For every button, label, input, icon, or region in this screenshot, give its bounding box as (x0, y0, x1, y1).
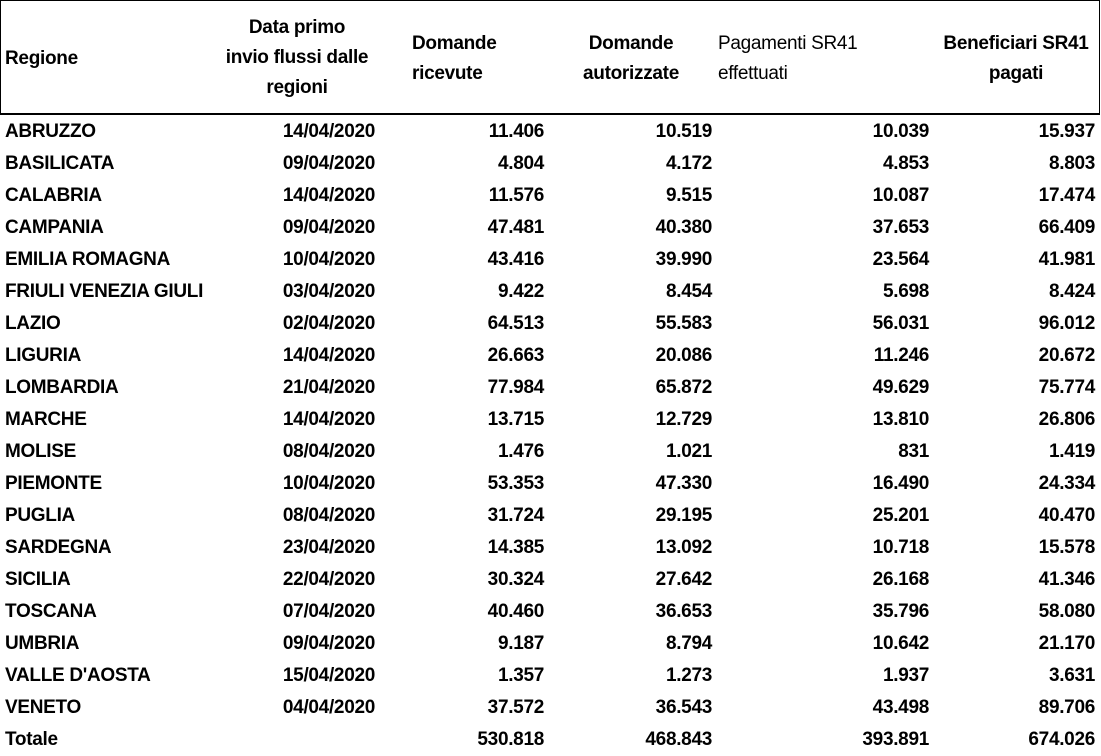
cell-domande-autorizzate: 29.195 (655, 505, 712, 526)
cell-pagamenti: 393.891 (862, 729, 929, 750)
cell-regione: SARDEGNA (5, 537, 112, 558)
cell-data: 23/04/2020 (282, 537, 375, 558)
cell-domande-ricevute: 1.476 (497, 441, 544, 462)
cell-beneficiari: 21.170 (1038, 633, 1095, 654)
cell-data: 14/04/2020 (282, 185, 375, 206)
cell-domande-ricevute: 77.984 (487, 377, 544, 398)
cell-pagamenti: 10.642 (872, 633, 929, 654)
table-row (0, 564, 1101, 596)
cell-beneficiari: 20.672 (1038, 345, 1095, 366)
cell-domande-autorizzate: 36.653 (655, 601, 712, 622)
cell-pagamenti: 26.168 (872, 569, 929, 590)
cell-domande-ricevute: 47.481 (487, 217, 544, 238)
cell-pagamenti: 10.718 (872, 537, 929, 558)
cell-pagamenti: 37.653 (872, 217, 929, 238)
cell-data: 03/04/2020 (282, 281, 375, 302)
table-row (0, 596, 1101, 628)
cell-domande-autorizzate: 65.872 (655, 377, 712, 398)
cell-pagamenti: 49.629 (872, 377, 929, 398)
cell-regione: Totale (5, 729, 58, 750)
table-row (0, 212, 1101, 244)
table-row (0, 180, 1101, 212)
cell-domande-ricevute: 64.513 (487, 313, 544, 334)
header-domande-ricevute: Domande ricevute (412, 33, 497, 84)
cell-beneficiari: 17.474 (1038, 185, 1095, 206)
cell-domande-ricevute: 53.353 (487, 473, 544, 494)
cell-domande-autorizzate: 10.519 (655, 121, 712, 142)
cell-regione: ABRUZZO (5, 121, 96, 142)
table-row (0, 436, 1101, 468)
cell-domande-ricevute: 26.663 (487, 345, 544, 366)
cell-domande-ricevute: 14.385 (487, 537, 544, 558)
table-row (0, 244, 1101, 276)
table-row (0, 692, 1101, 724)
cell-pagamenti: 4.853 (882, 153, 929, 174)
cell-domande-ricevute: 11.406 (488, 121, 544, 142)
cell-domande-ricevute: 40.460 (487, 601, 544, 622)
cell-regione: MOLISE (5, 441, 77, 462)
cell-domande-ricevute: 43.416 (487, 249, 544, 270)
cell-beneficiari: 89.706 (1038, 697, 1095, 718)
cell-domande-autorizzate: 9.515 (665, 185, 712, 206)
cell-data: 09/04/2020 (282, 153, 375, 174)
cell-beneficiari: 26.806 (1038, 409, 1095, 430)
cell-data: 15/04/2020 (282, 665, 375, 686)
cell-domande-autorizzate: 4.172 (665, 153, 712, 174)
table-row (0, 276, 1101, 308)
cell-pagamenti: 831 (898, 441, 929, 462)
cell-regione: CAMPANIA (5, 217, 104, 238)
cell-regione: VALLE D'AOSTA (5, 665, 151, 686)
cell-domande-ricevute: 30.324 (487, 569, 544, 590)
header-domande-autorizzate: Domande autorizzate (583, 33, 679, 84)
cell-domande-autorizzate: 40.380 (655, 217, 712, 238)
cell-domande-ricevute: 31.724 (487, 505, 544, 526)
cell-regione: TOSCANA (5, 601, 97, 622)
cell-data: 09/04/2020 (282, 217, 375, 238)
cell-domande-autorizzate: 20.086 (655, 345, 712, 366)
table-header (0, 0, 1100, 115)
header-regione: Regione (5, 48, 78, 69)
cell-regione: LAZIO (5, 313, 61, 334)
cell-data: 22/04/2020 (282, 569, 375, 590)
table-row (0, 404, 1101, 436)
table-row (0, 308, 1101, 340)
cell-domande-autorizzate: 39.990 (655, 249, 712, 270)
cell-domande-ricevute: 9.422 (497, 281, 544, 302)
cell-regione: LOMBARDIA (5, 377, 119, 398)
cell-domande-autorizzate: 27.642 (655, 569, 712, 590)
header-beneficiari-sr41: Beneficiari SR41 pagati (943, 33, 1089, 84)
cell-data: 02/04/2020 (282, 313, 375, 334)
cell-domande-autorizzate: 47.330 (655, 473, 712, 494)
cell-pagamenti: 1.937 (882, 665, 929, 686)
cell-data: 08/04/2020 (282, 441, 375, 462)
cell-data: 07/04/2020 (282, 601, 375, 622)
table-row (0, 148, 1101, 180)
cell-data: 08/04/2020 (282, 505, 375, 526)
cell-regione: BASILICATA (5, 153, 115, 174)
cell-domande-autorizzate: 36.543 (655, 697, 712, 718)
cell-domande-autorizzate: 1.021 (665, 441, 712, 462)
cell-domande-ricevute: 13.715 (487, 409, 544, 430)
cell-pagamenti: 16.490 (872, 473, 929, 494)
cell-pagamenti: 13.810 (872, 409, 929, 430)
header-pagamenti-sr41: Pagamenti SR41 effettuati (718, 33, 858, 84)
cell-regione: CALABRIA (5, 185, 102, 206)
cell-regione: LIGURIA (5, 345, 82, 366)
cell-beneficiari: 1.419 (1048, 441, 1095, 462)
cell-regione: PIEMONTE (5, 473, 102, 494)
cell-data: 04/04/2020 (282, 697, 375, 718)
cell-pagamenti: 35.796 (872, 601, 929, 622)
cell-regione: PUGLIA (5, 505, 75, 526)
table-row (0, 532, 1101, 564)
cell-domande-autorizzate: 12.729 (655, 409, 712, 430)
cell-data: 14/04/2020 (282, 345, 375, 366)
cell-domande-ricevute: 9.187 (497, 633, 544, 654)
cell-beneficiari: 674.026 (1028, 729, 1095, 750)
cell-pagamenti: 10.039 (872, 121, 929, 142)
cell-beneficiari: 15.937 (1038, 121, 1095, 142)
cell-beneficiari: 66.409 (1038, 217, 1095, 238)
cell-beneficiari: 75.774 (1038, 377, 1095, 398)
cell-domande-autorizzate: 55.583 (655, 313, 712, 334)
cell-domande-ricevute: 4.804 (497, 153, 544, 174)
cell-domande-ricevute: 1.357 (497, 665, 544, 686)
table-row (0, 340, 1101, 372)
cell-regione: EMILIA ROMAGNA (5, 249, 171, 270)
cell-beneficiari: 24.334 (1038, 473, 1095, 494)
cell-data: 09/04/2020 (282, 633, 375, 654)
cell-beneficiari: 40.470 (1038, 505, 1095, 526)
cell-beneficiari: 41.346 (1038, 569, 1095, 590)
cell-domande-autorizzate: 13.092 (655, 537, 712, 558)
cell-beneficiari: 96.012 (1038, 313, 1095, 334)
table-row (0, 468, 1101, 500)
cell-beneficiari: 15.578 (1038, 537, 1095, 558)
table-row (0, 500, 1101, 532)
cell-beneficiari: 3.631 (1048, 665, 1095, 686)
cell-domande-ricevute: 530.818 (477, 729, 544, 750)
cell-pagamenti: 23.564 (872, 249, 929, 270)
cell-pagamenti: 10.087 (872, 185, 929, 206)
cell-data: 10/04/2020 (282, 249, 375, 270)
cell-regione: MARCHE (5, 409, 87, 430)
cell-data: 14/04/2020 (282, 121, 375, 142)
cell-domande-ricevute: 37.572 (487, 697, 544, 718)
cell-domande-autorizzate: 1.273 (665, 665, 712, 686)
header-data-primo-invio: Data primo invio flussi dalle regioni (225, 17, 369, 98)
cell-data: 10/04/2020 (282, 473, 375, 494)
cell-pagamenti: 11.246 (873, 345, 929, 366)
cell-data: 14/04/2020 (282, 409, 375, 430)
cell-regione: VENETO (5, 697, 81, 718)
cell-beneficiari: 8.803 (1048, 153, 1095, 174)
cell-domande-autorizzate: 468.843 (645, 729, 712, 750)
cell-domande-autorizzate: 8.794 (665, 633, 712, 654)
table-row (0, 116, 1101, 148)
cell-beneficiari: 41.981 (1038, 249, 1095, 270)
cell-pagamenti: 5.698 (882, 281, 929, 302)
cell-beneficiari: 8.424 (1048, 281, 1095, 302)
table-row (0, 660, 1101, 692)
cell-pagamenti: 25.201 (872, 505, 929, 526)
cell-beneficiari: 58.080 (1038, 601, 1095, 622)
total-row (0, 724, 1101, 756)
cell-pagamenti: 43.498 (872, 697, 929, 718)
cell-regione: SICILIA (5, 569, 71, 590)
table-row (0, 372, 1101, 404)
cell-domande-ricevute: 11.576 (488, 185, 544, 206)
table-row (0, 628, 1101, 660)
cell-pagamenti: 56.031 (872, 313, 929, 334)
cell-regione: FRIULI VENEZIA GIULI (5, 281, 204, 302)
cell-regione: UMBRIA (5, 633, 80, 654)
cell-domande-autorizzate: 8.454 (665, 281, 712, 302)
cell-data: 21/04/2020 (282, 377, 375, 398)
